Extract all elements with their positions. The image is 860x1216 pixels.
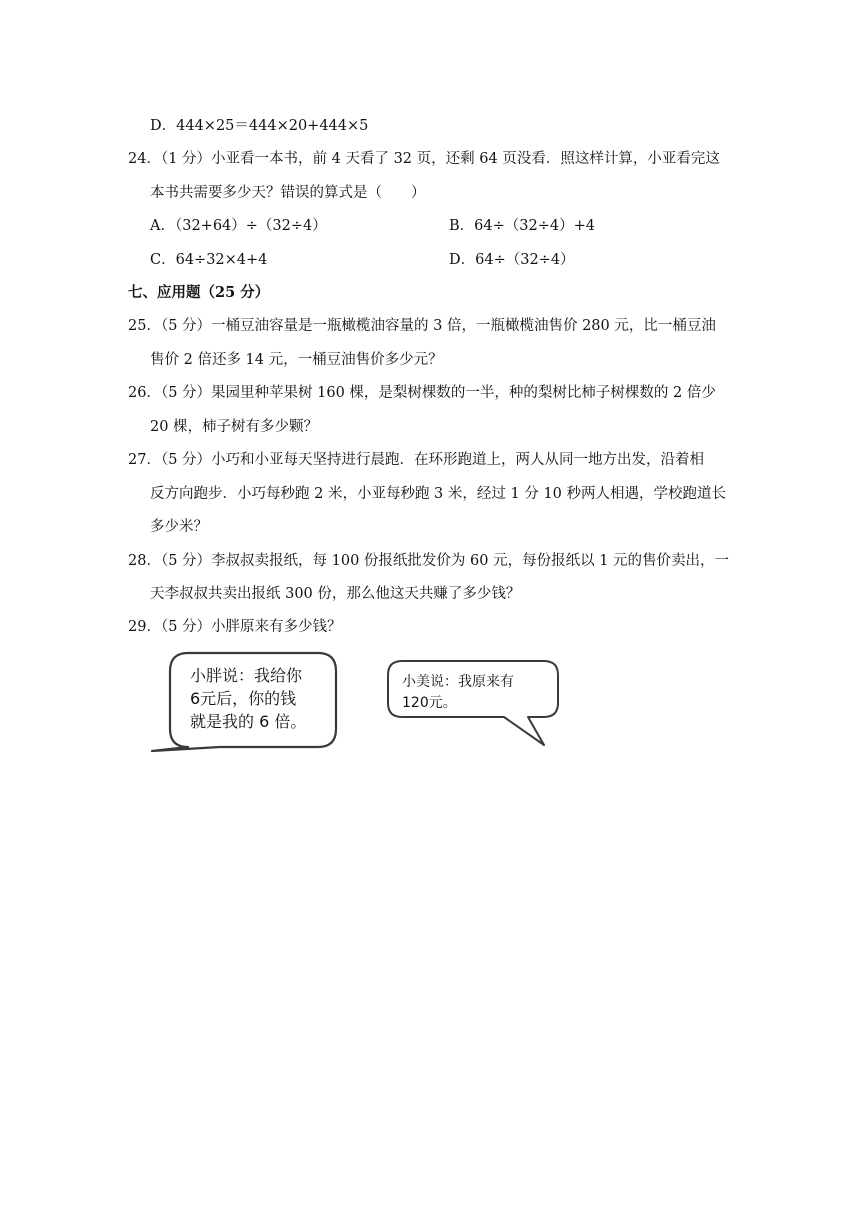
q25-line-2: 售价 2 倍还多 14 元，一桶豆油售价多少元？ — [150, 352, 443, 368]
q27-line-1: 27．（5 分）小巧和小亚每天坚持进行晨跑．在环形跑道上，两人从同一地方出发，沿着相 — [128, 452, 705, 468]
q28-line-1: 28．（5 分）李叔叔卖报纸，每 100 份报纸批发价为 60 元，每份报纸以 1 元的售价卖出，一 — [128, 553, 730, 569]
section-7-title: 七、应用题（25 分） — [128, 284, 270, 301]
bubble-right-line-2: 120元。 — [402, 695, 457, 711]
bubble-right-line-1: 小美说：我原来有 — [402, 674, 514, 690]
q24-option-a: A．（32+64）÷（32÷4） — [150, 218, 327, 234]
bubble-left-line-2: 6元后，你的钱 — [190, 689, 297, 708]
q26-line-1: 26．（5 分）果园里种苹果树 160 棵，是梨树棵数的一半，种的梨树比柿子树棵数的 2 倍少 — [128, 385, 716, 401]
q26-line-2: 20 棵，柿子树有多少颗？ — [150, 419, 319, 435]
q27-line-2: 反方向跑步．小巧每秒跑 2 米，小亚每秒跑 3 米，经过 1 分 10 秒两人相遇，学校跑道长 — [150, 486, 726, 502]
q23-option-d: D．444×25＝444×20+444×5 — [150, 118, 369, 134]
bubble-left-line-1: 小胖说：我给你 — [190, 666, 303, 685]
q24-option-d: D．64÷（32÷4） — [449, 252, 575, 268]
q24-option-c: C．64÷32×4+4 — [150, 252, 268, 268]
q24-line-1: 24．（1 分）小亚看一本书，前 4 天看了 32 页，还剩 64 页没看．照这样计算，小亚看完这 — [128, 151, 720, 167]
bubble-left-line-3: 就是我的 6 倍。 — [190, 712, 307, 731]
q24-line-2: 本书共需要多少天？错误的算式是（ ） — [150, 185, 426, 201]
q27-line-3: 多少米？ — [150, 519, 208, 535]
q25-line-1: 25．（5 分）一桶豆油容量是一瓶橄榄油容量的 3 倍，一瓶橄榄油售价 280 元，比一桶豆油 — [128, 318, 716, 334]
q28-line-2: 天李叔叔共卖出报纸 300 份，那么他这天共赚了多少钱？ — [150, 586, 521, 602]
q29-line-1: 29．（5 分）小胖原来有多少钱？ — [128, 619, 342, 635]
q24-option-b: B．64÷（32÷4）+4 — [449, 218, 595, 234]
